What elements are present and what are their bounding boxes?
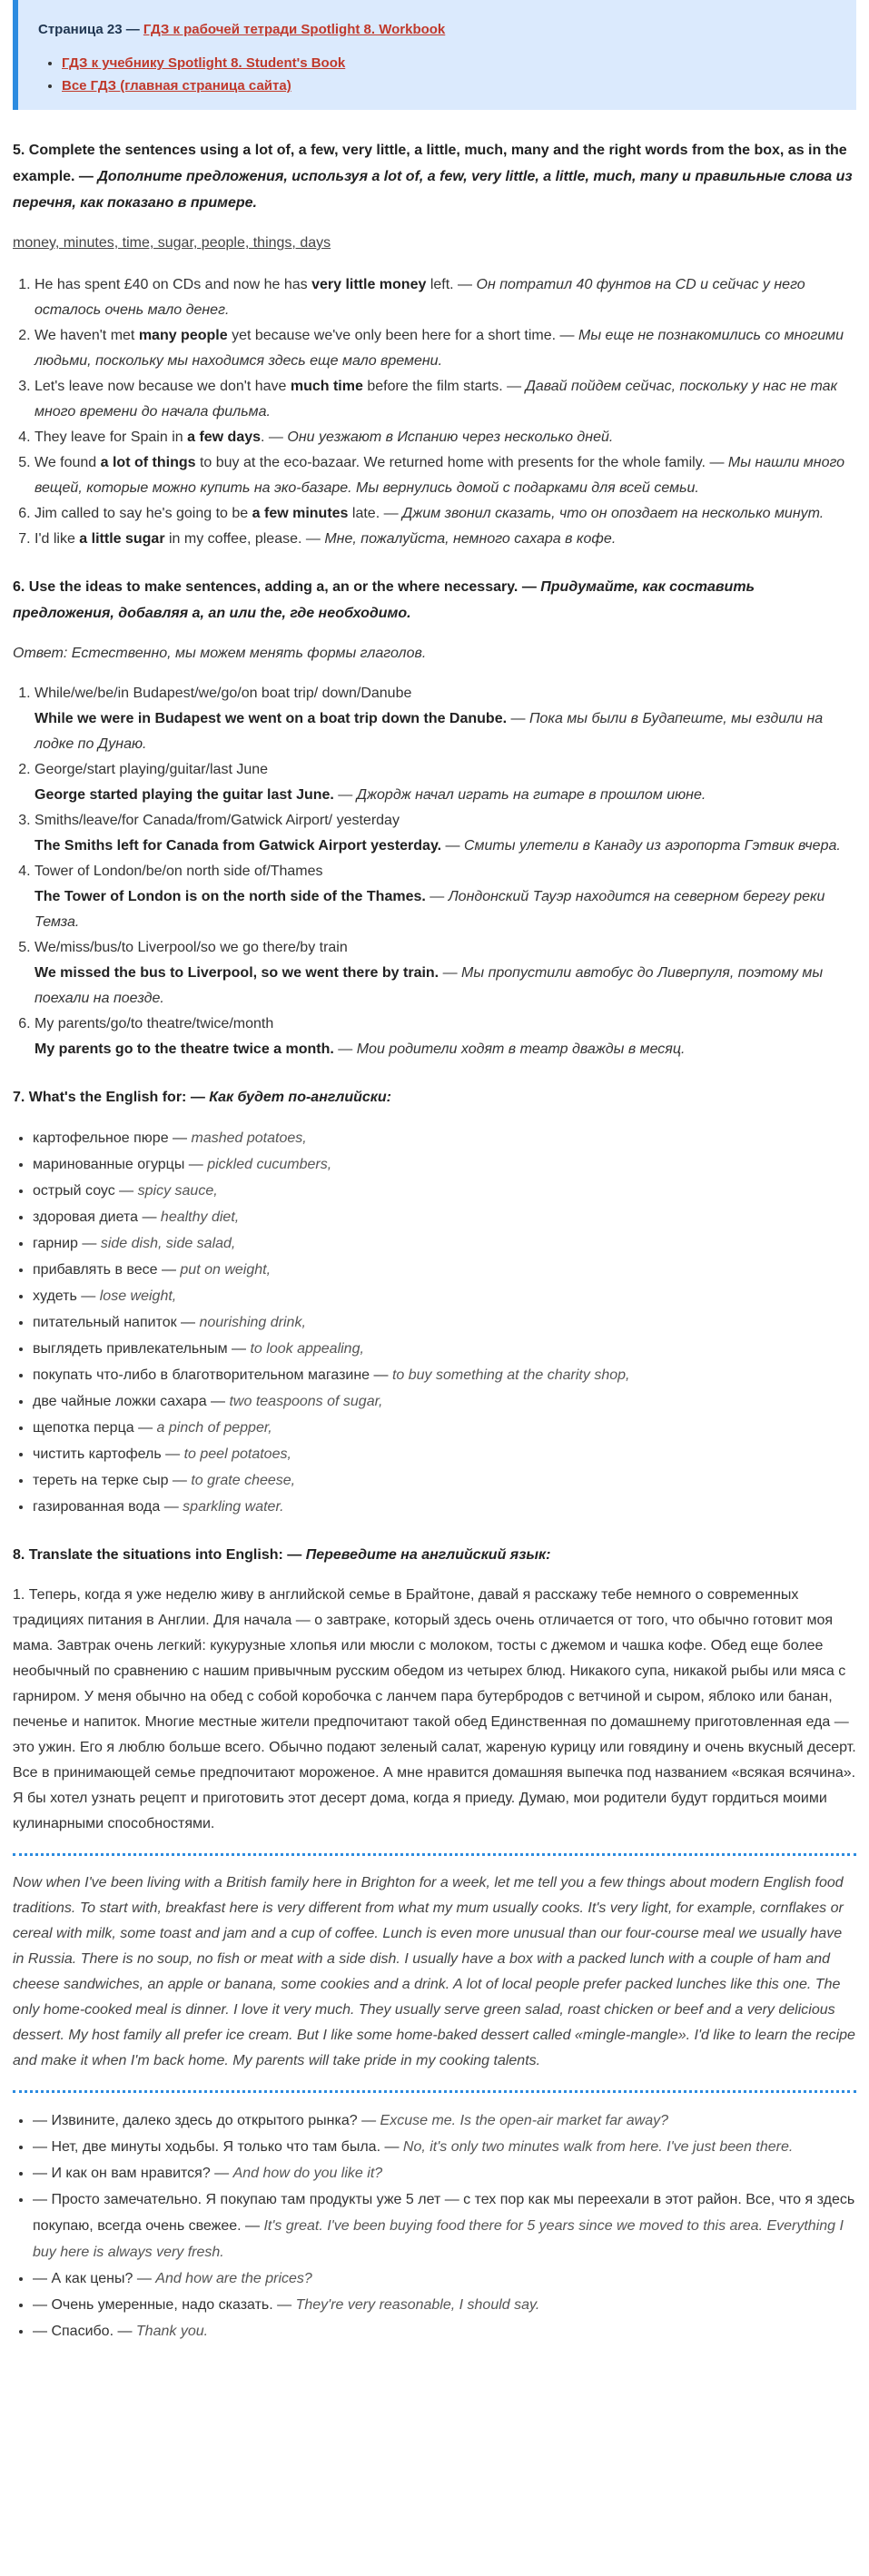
answer-word: a lot of things bbox=[100, 455, 196, 470]
en-phrase: to look appealing, bbox=[250, 1341, 364, 1357]
en-phrase: to buy something at the charity shop, bbox=[391, 1367, 630, 1383]
answer-sentence: While we were in Budapest we went on a boat trip down the Danube. bbox=[35, 711, 508, 726]
task8-heading-ru: Переведите на английский язык: bbox=[305, 1547, 551, 1563]
dialogue-line bbox=[33, 2265, 856, 2292]
ru-line: — Извините, далеко здесь до открытого рынка? — bbox=[33, 2113, 380, 2128]
en-line: And how do you like it? bbox=[232, 2166, 383, 2181]
ru-line: — Очень умеренные, надо сказать. — bbox=[33, 2297, 296, 2313]
list-item bbox=[33, 1336, 856, 1362]
answer-word: a few minutes bbox=[252, 506, 349, 521]
list-item: 3. Smiths/leave/for Canada/from/Gatwick Airport/ yesterday The Smiths left for Canada from Gatwick Airport yesterday. — Смиты улетели в Канаду из аэропорта Гэтвик вчера. bbox=[35, 808, 856, 859]
sentence-text: yet because we've only been here for a short time. — bbox=[227, 328, 578, 343]
dialogue-line bbox=[33, 2160, 856, 2186]
ru-line: — Спасибо. — bbox=[33, 2324, 136, 2339]
en-phrase: to grate cheese, bbox=[191, 1473, 296, 1488]
list-item bbox=[35, 374, 856, 425]
translation: Давай пойдем сейчас, поскольку у нас не так много времени до начала фильма. bbox=[35, 379, 838, 419]
list-item bbox=[33, 1283, 856, 1309]
list-item bbox=[33, 1494, 856, 1520]
ru-line: — И как он вам нравится? — bbox=[33, 2166, 233, 2181]
dialogue-line bbox=[33, 2107, 856, 2134]
translation: Мои родители ходят в театр дважды в месяц. bbox=[356, 1041, 686, 1057]
workbook-link[interactable]: ГДЗ к рабочей тетради Spotlight 8. Workbook bbox=[143, 22, 446, 37]
ru-phrase: щепотка перца — bbox=[33, 1420, 157, 1436]
dialogue-list bbox=[13, 2107, 856, 2344]
sentence-text: I'd like bbox=[35, 531, 80, 547]
translation: Он потратил 40 фунтов на CD и сейчас у него осталось очень мало денег. bbox=[35, 277, 805, 318]
en-line: Excuse me. Is the open-air market far away? bbox=[380, 2113, 668, 2128]
sentence-text: left. — bbox=[426, 277, 477, 292]
answer-sentence: George started playing the guitar last June. bbox=[35, 787, 334, 803]
ru-phrase: чистить картофель — bbox=[33, 1446, 184, 1462]
sentence-text: We haven't met bbox=[35, 328, 139, 343]
list-item bbox=[33, 1362, 856, 1388]
list-item bbox=[33, 1204, 856, 1230]
en-line: No, it's only two minutes walk from here. I've just been there. bbox=[402, 2139, 794, 2155]
task5-list bbox=[13, 272, 856, 552]
translation: Они уезжают в Испанию через несколько дней. bbox=[287, 429, 614, 445]
ru-phrase: острый соус — bbox=[33, 1183, 138, 1199]
translation: Мы пропустили автобус до Ливерпуля, поэтому мы поехали на поезде. bbox=[35, 965, 824, 1006]
en-phrase: sparkling water. bbox=[183, 1499, 284, 1515]
task7-heading-ru: Как будет по-английски: bbox=[209, 1090, 392, 1105]
ru-phrase: выглядеть привлекательным — bbox=[33, 1341, 251, 1357]
task6-heading-en: 6. Use the ideas to make sentences, adding a, an or the where necessary. — bbox=[13, 579, 541, 595]
list-item: 2. George/start playing/guitar/last June George started playing the guitar last June. — Джордж начал играть на гитаре в прошлом июне. bbox=[35, 757, 856, 808]
page-title-prefix: Страница 23 — bbox=[38, 22, 143, 37]
russian-paragraph: 1. Теперь, когда я уже неделю живу в английской семье в Брайтоне, давай я расскажу тебе немного о современных традициях питания в Англии. Для начала — о завтраке, который здесь очень отличается от того, что обычно готовит моя мама. Завтрак очень легкий: кукурузные хлопья или мюсли с молоком, тосты с джемом и чашка кофе. Обед еще более необычный по сравнению с нашим привычным русским обедом из четырех блюд. Никакого супа, никакой рыбы или мяса с гарниром. У меня обычно на обед с собой коробочка с ланчем пара бутербродов с ветчиной и сыром, яблоко или банан, печенье и напиток. Многие местные жители предпочитают такой обед Единственная по домашнему приготовленная еда — это ужин. Его я люблю больше всего. Обычно подают зеленый салат, жареную курицу или говядину и очень вкусный десерт. Все в принимающей семье предпочитают мороженое. А мне нравится домашняя выпечка под названием «всякая всячина». Я бы хотел узнать рецепт и приготовить этот десерт дома, когда я приеду. Думаю, мои родители будут гордиться моими кулинарными способностями. bbox=[13, 1587, 856, 1831]
list-item: 5. We/miss/bus/to Liverpool/so we go there/by train We missed the bus to Liverpool, so we went there by train. — Мы пропустили автобус до Ливерпуля, поэтому мы поехали на поезде. bbox=[35, 935, 856, 1012]
ru-line: — А как цены? — bbox=[33, 2271, 156, 2286]
en-phrase: lose weight, bbox=[99, 1288, 177, 1304]
list-item bbox=[33, 1125, 856, 1151]
divider bbox=[13, 2090, 856, 2093]
answer-sentence: The Tower of London is on the north side of the Thames. bbox=[35, 889, 426, 904]
answer-sentence: My parents go to the theatre twice a month. bbox=[35, 1041, 334, 1057]
prompt-text: We/miss/bus/to Liverpool/so we go there/by train bbox=[35, 940, 348, 955]
nav-links bbox=[38, 52, 838, 97]
divider bbox=[13, 1853, 856, 1856]
task6-heading bbox=[13, 574, 856, 627]
list-item bbox=[35, 450, 856, 501]
en-line: Thank you. bbox=[135, 2324, 209, 2339]
en-line: And how are the prices? bbox=[155, 2271, 312, 2286]
sentence-text: . — bbox=[261, 429, 288, 445]
answer-sentence: We missed the bus to Liverpool, so we went there by train. bbox=[35, 965, 439, 981]
ru-phrase: две чайные ложки сахара — bbox=[33, 1394, 230, 1409]
answer-word: a few days bbox=[187, 429, 262, 445]
task6-list bbox=[13, 681, 856, 1062]
translation: Лондонский Тауэр находится на северном берегу реки Темза. bbox=[35, 889, 825, 930]
list-item bbox=[33, 1230, 856, 1257]
translation: Смиты улетели в Канаду из аэропорта Гэтвик вчера. bbox=[464, 838, 841, 854]
sentence-text: Jim called to say he's going to be bbox=[35, 506, 252, 521]
en-line: It's great. I've been buying food there for 5 years since we moved to this area. Everything I buy here is always very fresh. bbox=[33, 2218, 844, 2260]
answer-sentence: The Smiths left for Canada from Gatwick Airport yesterday. bbox=[35, 838, 442, 854]
list-item bbox=[35, 527, 856, 552]
english-paragraph: Now when I've been living with a British family here in Brighton for a week, let me tell you a few things about modern English food traditions. To start with, breakfast here is very different from what my mum usually cooks. It's very light, for example, cornflakes or cereal with milk, some toast and jam and a cup of coffee. Lunch is even more unusual than our four-course meal we usually have in Russia. There is no soup, no fish or meat with a side dish. I usually have a box with a packed lunch with a couple of ham and cheese sandwiches, an apple or banana, some cookies and a drink. A lot of local people prefer packed lunches like this one. The only home-cooked meal is dinner. I love it very much. They usually serve green salad, roast chicken or beef and a very delicious dessert. My host family all prefer ice cream. But I like some home-baked dessert called «mingle-mangle». I'd like to learn the recipe and make it when I'm back home. My parents will take pride in my cooking talents. bbox=[13, 1875, 855, 2068]
en-phrase: put on weight, bbox=[180, 1262, 272, 1278]
dialogue-line bbox=[33, 2134, 856, 2160]
translation: Джордж начал играть на гитаре в прошлом июне. bbox=[356, 787, 706, 803]
sentence-text: before the film starts. — bbox=[362, 379, 526, 394]
en-phrase: healthy diet, bbox=[160, 1209, 240, 1225]
translation: Мне, пожалуйста, немного сахара в кофе. bbox=[324, 531, 617, 547]
prompt-text: Smiths/leave/for Canada/from/Gatwick Airport/ yesterday bbox=[35, 813, 400, 828]
ru-phrase: прибавлять в весе — bbox=[33, 1262, 181, 1278]
list-item bbox=[35, 425, 856, 450]
page-title bbox=[38, 18, 838, 41]
nav-link-item bbox=[62, 52, 838, 74]
navigation-box bbox=[13, 0, 856, 110]
ru-phrase: картофельное пюре — bbox=[33, 1130, 192, 1146]
home-link[interactable]: Все ГДЗ (главная страница сайта) bbox=[62, 78, 291, 94]
en-phrase: two teaspoons of sugar, bbox=[229, 1394, 383, 1409]
prompt-text: While/we/be/in Budapest/we/go/on boat trip/ down/Danube bbox=[35, 686, 412, 701]
dialogue-line bbox=[33, 2292, 856, 2318]
ru-phrase: газированная вода — bbox=[33, 1499, 183, 1515]
prompt-text: Tower of London/be/on north side of/Thames bbox=[35, 864, 323, 879]
prompt-text: My parents/go/to theatre/twice/month bbox=[35, 1016, 274, 1031]
ru-phrase: питательный напиток — bbox=[33, 1315, 200, 1330]
sentence-text: to buy at the eco-bazaar. We returned home with presents for the whole family. — bbox=[195, 455, 728, 470]
task5-heading-ru: Дополните предложения, используя a lot of, a few, very little, a little, much, many и правильные слова из перечня, как показано в примере. bbox=[13, 169, 853, 211]
ru-phrase: покупать что-либо в благотворительном магазине — bbox=[33, 1367, 392, 1383]
answer-note: Ответ: Естественно, мы можем менять формы глаголов. bbox=[13, 646, 427, 661]
ru-line: — Нет, две минуты ходьбы. Я только что там была. — bbox=[33, 2139, 403, 2155]
nav-link-item bbox=[62, 74, 838, 97]
list-item bbox=[35, 272, 856, 323]
translation: Джим звонил сказать, что он опоздает на несколько минут. bbox=[402, 506, 825, 521]
ru-phrase: тереть на терке сыр — bbox=[33, 1473, 192, 1488]
translation: Пока мы были в Будапеште, мы ездили на лодке по Дунаю. bbox=[35, 711, 824, 752]
list-item bbox=[33, 1257, 856, 1283]
word-box: money, minutes, time, sugar, people, things, days bbox=[13, 235, 331, 251]
list-item bbox=[33, 1467, 856, 1494]
answer-word: very little money bbox=[311, 277, 427, 292]
sentence-text: Let's leave now because we don't have bbox=[35, 379, 291, 394]
en-phrase: side dish, side salad, bbox=[100, 1236, 236, 1251]
translation: Мы еще не познакомились со многими людьми, поскольку мы находимся здесь еще мало времени. bbox=[35, 328, 844, 369]
task8-heading bbox=[13, 1542, 856, 1568]
sentence-text: They leave for Spain in bbox=[35, 429, 188, 445]
sentence-text: We found bbox=[35, 455, 101, 470]
ru-phrase: здоровая диета — bbox=[33, 1209, 161, 1225]
task6-heading-ru: Придумайте, как составить предложения, добавляя a, an или the, где необходимо. bbox=[13, 579, 755, 621]
list-item bbox=[35, 323, 856, 374]
task7-heading-en: 7. What's the English for: — bbox=[13, 1090, 210, 1105]
answer-word: many people bbox=[138, 328, 228, 343]
translation: Мы нашли много вещей, которые можно купить на эко-базаре. Мы вернулись домой с подарками для всей семьи. bbox=[35, 455, 845, 496]
sentence-text: He has spent £40 on CDs and now he has bbox=[35, 277, 312, 292]
list-item bbox=[33, 1441, 856, 1467]
list-item: 1. While/we/be/in Budapest/we/go/on boat trip/ down/Danube While we were in Budapest we went on a boat trip down the Danube. — Пока мы были в Будапеште, мы ездили на лодке по Дунаю. bbox=[35, 681, 856, 757]
en-phrase: spicy sauce, bbox=[137, 1183, 218, 1199]
task8-heading-en: 8. Translate the situations into English: — bbox=[13, 1547, 306, 1563]
en-phrase: nourishing drink, bbox=[199, 1315, 306, 1330]
prompt-text: George/start playing/guitar/last June bbox=[35, 762, 269, 777]
list-item bbox=[33, 1415, 856, 1441]
answer-word: a little sugar bbox=[79, 531, 165, 547]
list-item bbox=[33, 1178, 856, 1204]
list-item bbox=[33, 1309, 856, 1336]
en-phrase: pickled cucumbers, bbox=[207, 1157, 332, 1172]
task5-heading bbox=[13, 137, 856, 216]
vocab-list bbox=[13, 1125, 856, 1520]
en-phrase: mashed potatoes, bbox=[191, 1130, 307, 1146]
answer-word: much time bbox=[290, 379, 363, 394]
list-item bbox=[33, 1151, 856, 1178]
ru-phrase: худеть — bbox=[33, 1288, 100, 1304]
sentence-text: late. — bbox=[348, 506, 403, 521]
ru-line: — Просто замечательно. Я покупаю там продукты уже 5 лет — с тех пор как мы переехали в этот район. Все, что я здесь покупаю, всегда очень свежее. — bbox=[33, 2192, 855, 2234]
ru-phrase: гарнир — bbox=[33, 1236, 101, 1251]
en-phrase: a pinch of pepper, bbox=[156, 1420, 272, 1436]
task7-heading bbox=[13, 1084, 856, 1110]
list-item bbox=[33, 1388, 856, 1415]
list-item: 6. My parents/go/to theatre/twice/month My parents go to the theatre twice a month. — Мои родители ходят в театр дважды в месяц. bbox=[35, 1012, 856, 1062]
ru-phrase: маринованные огурцы — bbox=[33, 1157, 208, 1172]
en-line: They're very reasonable, I should say. bbox=[295, 2297, 540, 2313]
list-item bbox=[35, 501, 856, 527]
dialogue-line bbox=[33, 2186, 856, 2265]
students-book-link[interactable]: ГДЗ к учебнику Spotlight 8. Student's Book bbox=[62, 55, 346, 71]
list-item: 4. Tower of London/be/on north side of/Thames The Tower of London is on the north side of the Thames. — Лондонский Тауэр находится на северном берегу реки Темза. bbox=[35, 859, 856, 935]
task5-heading-en: 5. Complete the sentences using a lot of, a few, very little, a little, much, many and the right words from the box, as in the example. — bbox=[13, 143, 847, 184]
dialogue-line bbox=[33, 2318, 856, 2344]
en-phrase: to peel potatoes, bbox=[183, 1446, 291, 1462]
sentence-text: in my coffee, please. — bbox=[164, 531, 325, 547]
